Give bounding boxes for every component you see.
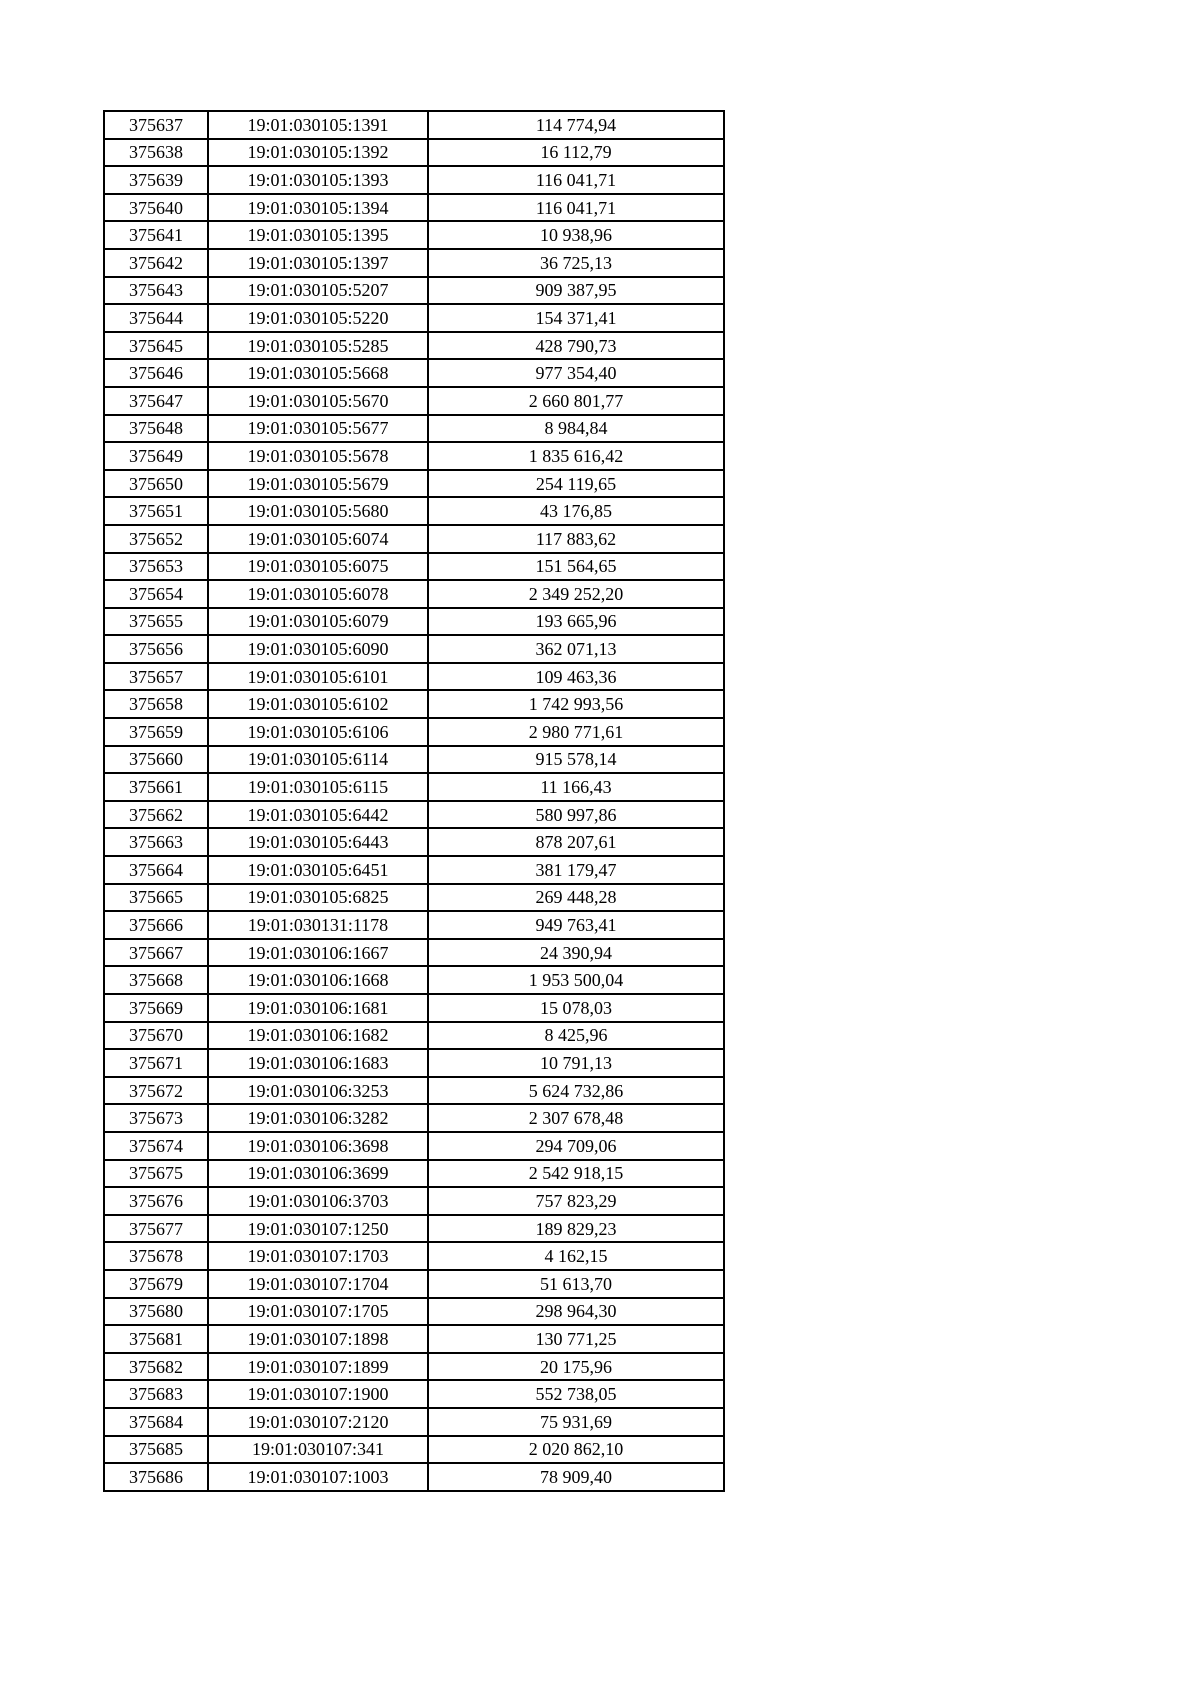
table-row [104, 1187, 724, 1215]
cadastral-number-cell: 19:01:030105:1394 [208, 194, 428, 222]
table-row [104, 470, 724, 498]
value-cell: 878 207,61 [428, 828, 724, 856]
value-cell: 580 997,86 [428, 801, 724, 829]
value-cell: 909 387,95 [428, 277, 724, 305]
cadastral-number-cell: 19:01:030105:5207 [208, 277, 428, 305]
row-number-cell: 375678 [104, 1242, 208, 1270]
value-cell: 116 041,71 [428, 194, 724, 222]
cadastral-number-cell: 19:01:030106:1682 [208, 1022, 428, 1050]
row-number-cell: 375675 [104, 1160, 208, 1188]
cadastral-number-cell: 19:01:030105:5668 [208, 359, 428, 387]
value-cell: 552 738,05 [428, 1380, 724, 1408]
table-row [104, 773, 724, 801]
cadastral-number-cell: 19:01:030105:6451 [208, 856, 428, 884]
cadastral-number-cell: 19:01:030105:6075 [208, 553, 428, 581]
row-number-cell: 375642 [104, 249, 208, 277]
value-cell: 10 938,96 [428, 221, 724, 249]
value-cell: 381 179,47 [428, 856, 724, 884]
value-cell: 362 071,13 [428, 635, 724, 663]
value-cell: 294 709,06 [428, 1132, 724, 1160]
table-row [104, 1215, 724, 1243]
table-row [104, 525, 724, 553]
row-number-cell: 375686 [104, 1463, 208, 1491]
table-row [104, 1132, 724, 1160]
cadastral-number-cell: 19:01:030105:6825 [208, 884, 428, 912]
cadastral-number-cell: 19:01:030105:1392 [208, 139, 428, 167]
table-row [104, 1353, 724, 1381]
table-row [104, 1408, 724, 1436]
table-row [104, 911, 724, 939]
cadastral-number-cell: 19:01:030106:1681 [208, 994, 428, 1022]
table-row [104, 718, 724, 746]
value-cell: 151 564,65 [428, 553, 724, 581]
cadastral-number-cell: 19:01:030105:6443 [208, 828, 428, 856]
cadastral-number-cell: 19:01:030105:5220 [208, 304, 428, 332]
table-row [104, 1104, 724, 1132]
table-row [104, 856, 724, 884]
row-number-cell: 375638 [104, 139, 208, 167]
table-row [104, 1160, 724, 1188]
cadastral-number-cell: 19:01:030105:5678 [208, 442, 428, 470]
row-number-cell: 375671 [104, 1049, 208, 1077]
row-number-cell: 375657 [104, 663, 208, 691]
row-number-cell: 375662 [104, 801, 208, 829]
row-number-cell: 375670 [104, 1022, 208, 1050]
row-number-cell: 375669 [104, 994, 208, 1022]
table-row [104, 608, 724, 636]
cadastral-number-cell: 19:01:030107:1250 [208, 1215, 428, 1243]
data-table [103, 110, 725, 1492]
table-row [104, 359, 724, 387]
value-cell: 130 771,25 [428, 1325, 724, 1353]
row-number-cell: 375645 [104, 332, 208, 360]
row-number-cell: 375650 [104, 470, 208, 498]
table-row [104, 1380, 724, 1408]
table-row [104, 304, 724, 332]
row-number-cell: 375683 [104, 1380, 208, 1408]
table-row [104, 277, 724, 305]
value-cell: 4 162,15 [428, 1242, 724, 1270]
value-cell: 8 984,84 [428, 415, 724, 443]
row-number-cell: 375651 [104, 497, 208, 525]
cadastral-number-cell: 19:01:030105:6090 [208, 635, 428, 663]
value-cell: 189 829,23 [428, 1215, 724, 1243]
cadastral-number-cell: 19:01:030105:5680 [208, 497, 428, 525]
cadastral-number-cell: 19:01:030105:1391 [208, 111, 428, 139]
row-number-cell: 375646 [104, 359, 208, 387]
value-cell: 15 078,03 [428, 994, 724, 1022]
cadastral-number-cell: 19:01:030105:6078 [208, 580, 428, 608]
cadastral-number-cell: 19:01:030131:1178 [208, 911, 428, 939]
row-number-cell: 375673 [104, 1104, 208, 1132]
table-row [104, 415, 724, 443]
cadastral-number-cell: 19:01:030106:1683 [208, 1049, 428, 1077]
cadastral-number-cell: 19:01:030105:6115 [208, 773, 428, 801]
table-row [104, 139, 724, 167]
cadastral-number-cell: 19:01:030105:6106 [208, 718, 428, 746]
cadastral-number-cell: 19:01:030105:1393 [208, 166, 428, 194]
row-number-cell: 375652 [104, 525, 208, 553]
row-number-cell: 375672 [104, 1077, 208, 1105]
value-cell: 269 448,28 [428, 884, 724, 912]
value-cell: 2 349 252,20 [428, 580, 724, 608]
table-row [104, 1049, 724, 1077]
row-number-cell: 375653 [104, 553, 208, 581]
value-cell: 154 371,41 [428, 304, 724, 332]
value-cell: 5 624 732,86 [428, 1077, 724, 1105]
table-row [104, 332, 724, 360]
table-row [104, 994, 724, 1022]
value-cell: 75 931,69 [428, 1408, 724, 1436]
row-number-cell: 375654 [104, 580, 208, 608]
value-cell: 428 790,73 [428, 332, 724, 360]
table-row [104, 387, 724, 415]
cadastral-number-cell: 19:01:030106:3699 [208, 1160, 428, 1188]
cadastral-number-cell: 19:01:030107:1900 [208, 1380, 428, 1408]
row-number-cell: 375677 [104, 1215, 208, 1243]
table-row [104, 884, 724, 912]
value-cell: 2 660 801,77 [428, 387, 724, 415]
cadastral-number-cell: 19:01:030105:5285 [208, 332, 428, 360]
table-row [104, 690, 724, 718]
cadastral-number-cell: 19:01:030105:5679 [208, 470, 428, 498]
table-row [104, 553, 724, 581]
value-cell: 10 791,13 [428, 1049, 724, 1077]
row-number-cell: 375668 [104, 966, 208, 994]
value-cell: 11 166,43 [428, 773, 724, 801]
row-number-cell: 375659 [104, 718, 208, 746]
value-cell: 8 425,96 [428, 1022, 724, 1050]
row-number-cell: 375674 [104, 1132, 208, 1160]
value-cell: 949 763,41 [428, 911, 724, 939]
value-cell: 114 774,94 [428, 111, 724, 139]
table-row [104, 1298, 724, 1326]
table-row [104, 966, 724, 994]
cadastral-number-cell: 19:01:030105:5677 [208, 415, 428, 443]
row-number-cell: 375681 [104, 1325, 208, 1353]
cadastral-number-cell: 19:01:030107:1705 [208, 1298, 428, 1326]
value-cell: 1 742 993,56 [428, 690, 724, 718]
row-number-cell: 375664 [104, 856, 208, 884]
row-number-cell: 375676 [104, 1187, 208, 1215]
cadastral-number-cell: 19:01:030107:341 [208, 1436, 428, 1464]
table-row [104, 1325, 724, 1353]
row-number-cell: 375679 [104, 1270, 208, 1298]
row-number-cell: 375656 [104, 635, 208, 663]
table-body [104, 111, 724, 1491]
value-cell: 1 835 616,42 [428, 442, 724, 470]
table-row [104, 1077, 724, 1105]
cadastral-number-cell: 19:01:030107:1899 [208, 1353, 428, 1381]
table-row [104, 828, 724, 856]
value-cell: 43 176,85 [428, 497, 724, 525]
value-cell: 2 542 918,15 [428, 1160, 724, 1188]
cadastral-number-cell: 19:01:030105:6102 [208, 690, 428, 718]
value-cell: 51 613,70 [428, 1270, 724, 1298]
row-number-cell: 375665 [104, 884, 208, 912]
value-cell: 2 020 862,10 [428, 1436, 724, 1464]
value-cell: 16 112,79 [428, 139, 724, 167]
table-row [104, 1436, 724, 1464]
table-row [104, 1022, 724, 1050]
value-cell: 24 390,94 [428, 939, 724, 967]
table-row [104, 801, 724, 829]
table-row [104, 1463, 724, 1491]
cadastral-number-cell: 19:01:030106:1667 [208, 939, 428, 967]
cadastral-number-cell: 19:01:030106:3703 [208, 1187, 428, 1215]
cadastral-number-cell: 19:01:030105:5670 [208, 387, 428, 415]
table-row [104, 194, 724, 222]
row-number-cell: 375663 [104, 828, 208, 856]
row-number-cell: 375661 [104, 773, 208, 801]
row-number-cell: 375655 [104, 608, 208, 636]
table-row [104, 1242, 724, 1270]
row-number-cell: 375640 [104, 194, 208, 222]
row-number-cell: 375682 [104, 1353, 208, 1381]
value-cell: 20 175,96 [428, 1353, 724, 1381]
cadastral-number-cell: 19:01:030105:6442 [208, 801, 428, 829]
value-cell: 2 980 771,61 [428, 718, 724, 746]
value-cell: 78 909,40 [428, 1463, 724, 1491]
value-cell: 2 307 678,48 [428, 1104, 724, 1132]
table-row [104, 111, 724, 139]
cadastral-number-cell: 19:01:030107:2120 [208, 1408, 428, 1436]
row-number-cell: 375667 [104, 939, 208, 967]
row-number-cell: 375649 [104, 442, 208, 470]
cadastral-number-cell: 19:01:030106:1668 [208, 966, 428, 994]
value-cell: 977 354,40 [428, 359, 724, 387]
table-row [104, 249, 724, 277]
row-number-cell: 375685 [104, 1436, 208, 1464]
value-cell: 254 119,65 [428, 470, 724, 498]
table-row [104, 1270, 724, 1298]
table-row [104, 442, 724, 470]
cadastral-number-cell: 19:01:030105:1397 [208, 249, 428, 277]
row-number-cell: 375647 [104, 387, 208, 415]
row-number-cell: 375658 [104, 690, 208, 718]
cadastral-number-cell: 19:01:030106:3698 [208, 1132, 428, 1160]
cadastral-number-cell: 19:01:030107:1703 [208, 1242, 428, 1270]
value-cell: 1 953 500,04 [428, 966, 724, 994]
cadastral-number-cell: 19:01:030105:6079 [208, 608, 428, 636]
row-number-cell: 375643 [104, 277, 208, 305]
row-number-cell: 375639 [104, 166, 208, 194]
row-number-cell: 375641 [104, 221, 208, 249]
row-number-cell: 375666 [104, 911, 208, 939]
row-number-cell: 375660 [104, 746, 208, 774]
value-cell: 36 725,13 [428, 249, 724, 277]
value-cell: 915 578,14 [428, 746, 724, 774]
value-cell: 116 041,71 [428, 166, 724, 194]
value-cell: 757 823,29 [428, 1187, 724, 1215]
table-row [104, 221, 724, 249]
value-cell: 298 964,30 [428, 1298, 724, 1326]
cadastral-number-cell: 19:01:030105:6074 [208, 525, 428, 553]
cadastral-number-cell: 19:01:030107:1704 [208, 1270, 428, 1298]
row-number-cell: 375680 [104, 1298, 208, 1326]
cadastral-number-cell: 19:01:030105:1395 [208, 221, 428, 249]
row-number-cell: 375648 [104, 415, 208, 443]
table-row [104, 497, 724, 525]
cadastral-number-cell: 19:01:030107:1003 [208, 1463, 428, 1491]
row-number-cell: 375637 [104, 111, 208, 139]
table-row [104, 746, 724, 774]
cadastral-number-cell: 19:01:030106:3282 [208, 1104, 428, 1132]
cadastral-number-cell: 19:01:030105:6101 [208, 663, 428, 691]
table-row [104, 166, 724, 194]
cadastral-number-cell: 19:01:030105:6114 [208, 746, 428, 774]
row-number-cell: 375684 [104, 1408, 208, 1436]
value-cell: 193 665,96 [428, 608, 724, 636]
table-row [104, 663, 724, 691]
cadastral-number-cell: 19:01:030106:3253 [208, 1077, 428, 1105]
cadastral-number-cell: 19:01:030107:1898 [208, 1325, 428, 1353]
table-row [104, 580, 724, 608]
table-row [104, 635, 724, 663]
value-cell: 117 883,62 [428, 525, 724, 553]
value-cell: 109 463,36 [428, 663, 724, 691]
table-row [104, 939, 724, 967]
row-number-cell: 375644 [104, 304, 208, 332]
